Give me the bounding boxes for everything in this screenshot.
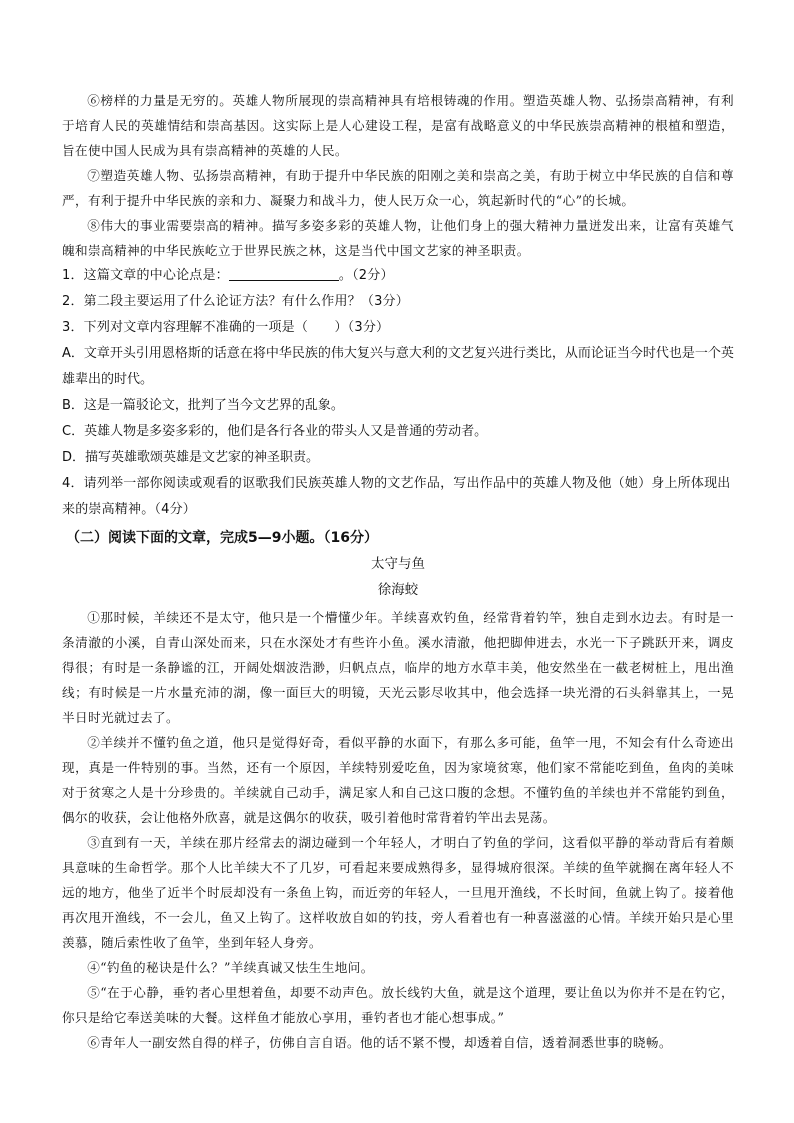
questions-block <box>62 263 734 523</box>
question-3: 3．下列对文章内容理解不准确的一项是（ ）（3分） <box>62 320 390 335</box>
story-paragraph: ②羊续并不懂钓鱼之道，他只是觉得好奇，看似平静的水面下，有那么多可能，鱼竿一甩，不知会有什么奇迹出现，真是一件特别的事。当然，还有一个原因，羊续特别爱吃鱼，因为家境贫寒，他们家不常能吃到鱼，鱼肉的美味对于贫寒之人是十分珍贵的。羊续就自己动手，满足家人和自己这口腹的念想。不懂钓鱼的羊续也并不常能钓到鱼，偶尔的收获，会让他格外欣喜，就是这偶尔的收获，吸引着他时常背着钓竿出去晃荡。 <box>62 735 734 825</box>
question-4: 4．请列举一部你阅读或观看的讴歌我们民族英雄人物的文艺作品，写出作品中的英雄人物及他（她）身上所体现出来的崇高精神。（4分） <box>62 476 731 517</box>
article1 <box>62 88 734 263</box>
article-paragraph: ⑥榜样的力量是无穷的。英雄人物所展现的崇高精神具有培根铸魂的作用。塑造英雄人物、弘扬崇高精神，有利于培育人民的英雄情结和崇高基因。这实际上是人心建设工程，是富有战略意义的中华民族崇高精神的根植和塑造，旨在使中国人民成为具有崇高精神的英雄的人民。 <box>62 93 734 158</box>
question-1-suffix: 。（2分） <box>338 268 394 283</box>
question-3-option-c: C．英雄人物是多姿多彩的，他们是各行各业的带头人又是普通的劳动者。 <box>62 424 488 439</box>
article-paragraph: ⑦塑造英雄人物、弘扬崇高精神，有助于提升中华民族的阳刚之美和崇高之美，有助于树立中华民族的自信和尊严，有利于提升中华民族的亲和力、凝聚力和战斗力，使人民万众一心，筑起新时代的“心”的长城。 <box>62 168 734 208</box>
story-paragraph: ①那时候，羊续还不是太守，他只是一个懵懂少年。羊续喜欢钓鱼，经常背着钓竿，独自走到水边去。有时是一条清澈的小溪，自青山深处而来，只在水深处才有些许小鱼。溪水清澈，他把脚伸进去，水光一下子跳跃开来，调皮得很；有时是一条静谧的江，开阔处烟波浩渺，归帆点点，临岸的地方水草丰美，他安然坐在一截老树桩上，甩出渔线；有时候是一片水量充沛的湖，像一面巨大的明镜，天光云影尽收其中，他会选择一块光滑的石头斜靠其上，一晃半日时光就过去了。 <box>62 610 734 725</box>
question-3-option-b: B．这是一篇驳论文，批判了当今文艺界的乱象。 <box>62 398 344 413</box>
story-title: 太守与鱼 <box>371 556 425 572</box>
story-author: 徐海蛟 <box>377 582 419 598</box>
article-paragraph: ⑧伟大的事业需要崇高的精神。描写多姿多彩的英雄人物，让他们身上的强大精神力量迸发出来，让富有英雄气魄和崇高精神的中华民族屹立于世界民族之林，这是当代中国文艺家的神圣职责。 <box>62 218 734 258</box>
story-paragraph: ③直到有一天，羊续在那片经常去的湖边碰到一个年轻人，才明白了钓鱼的学问，这看似平静的举动背后有着颇具意味的生命哲学。那个人比羊续大不了几岁，可看起来要成熟得多，显得城府很深。羊续的鱼竿就搁在离年轻人不远的地方，他坐了近半个时辰却没有一条鱼上钩，而近旁的年轻人，一旦甩开渔线，不长时间，鱼就上钩了。接着他再次甩开渔线，不一会儿，鱼又上钩了。这样收放自如的钓技，旁人看着也有一种喜滋滋的心情。羊续开始只是心里羡慕，随后索性收了鱼竿，坐到年轻人身旁。 <box>62 835 734 950</box>
story-body <box>62 605 734 1055</box>
question-2: 2．第二段主要运用了什么论证方法？有什么作用？（3分） <box>62 294 409 309</box>
story-paragraph: ⑤“在于心静，垂钓者心里想着鱼，却要不动声色。放长线钓大鱼，就是这个道理，要让鱼以为你并不是在钓它，你只是给它奉送美味的大餐。这样鱼才能放心享用，垂钓者也才能心想事成。” <box>62 985 734 1025</box>
question-1 <box>62 263 734 289</box>
answer-blank <box>229 266 339 281</box>
question-3-option-d: D．描写英雄歌颂英雄是文艺家的神圣职责。 <box>62 450 320 465</box>
story-paragraph: ④“钓鱼的秘诀是什么？”羊续真诚又怯生生地问。 <box>87 960 374 975</box>
section-heading: （二）阅读下面的文章，完成5—9小题。（16分） <box>66 530 378 546</box>
question-1-prefix: 1．这篇文章的中心论点是： <box>62 268 229 283</box>
story-paragraph: ⑥青年人一副安然自得的样子，仿佛自言自语。他的话不紧不慢，却透着自信，透着洞悉世事的晓畅。 <box>87 1035 672 1050</box>
question-3-option-a: A．文章开头引用恩格斯的话意在将中华民族的伟大复兴与意大利的文艺复兴进行类比，从而论证当今时代也是一个英雄辈出的时代。 <box>62 346 734 387</box>
